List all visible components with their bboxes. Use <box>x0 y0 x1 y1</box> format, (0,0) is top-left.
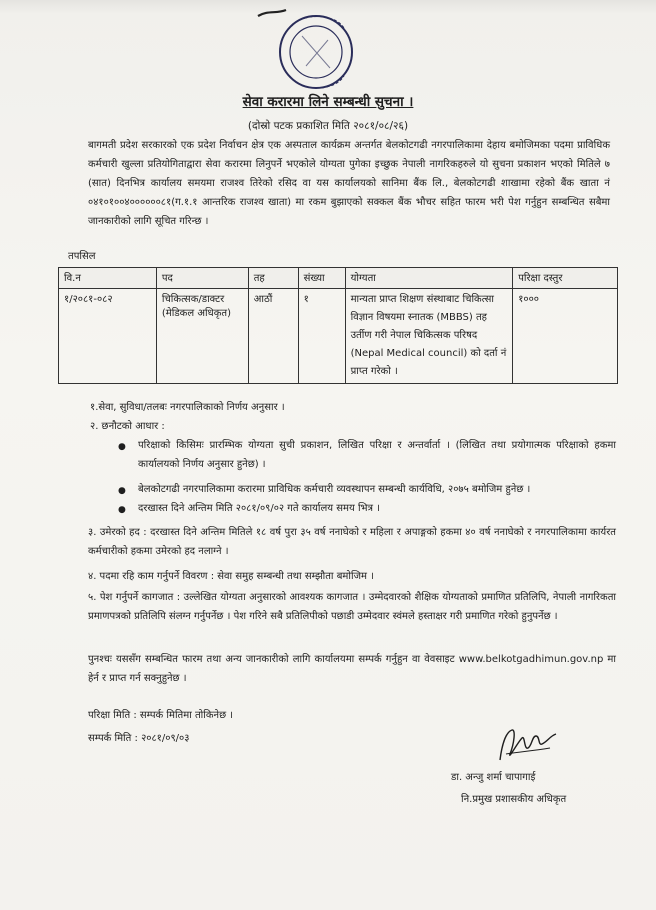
bullet-exam-type: परिक्षाको किसिमः प्रारम्भिक योग्यता सुची प्रकाशन, लिखित परिक्षा र अन्तर्वार्ता । (लिखित तथा प्रयोगात्मक परिक्षाको हकमा कार्यालयको निर्णय अनुसार हुनेछ) । <box>138 440 616 470</box>
cell-sn: १/२०८१-०८२ <box>59 289 157 384</box>
cell-count: १ <box>298 289 345 384</box>
notice-title: सेवा करारमा लिने सम्बन्धी सुचना । <box>242 94 414 110</box>
col-header-post: पद <box>156 268 248 289</box>
item-salary: १.सेवा, सुविधा/तलबः नगरपालिकाको निर्णय अनुसार । <box>90 402 285 413</box>
cell-fee: १००० <box>513 289 618 384</box>
signatory-name: डा. अन्जु शर्मा चापागाई <box>451 772 536 783</box>
intro-paragraph: बागमती प्रदेश सरकारको एक प्रदेश निर्वाचन क्षेत्र एक अस्पताल कार्यक्रम अन्तर्गत बेलकोटगढी नगरपालिकामा देहाय बमोजिमका पदमा प्राविधिक कर्मचारी खुल्ला प्रतियोगिताद्वारा सेवा करारमा लिनुपर्ने भएकोले योग्यता पुगेका इच्छुक नेपाली नागरिकहरुले यो सुचना प्रकाशन भएको मितिले ७ (सात) दिनभित्र कार्यालय समयमा राजश्व तिरेको रसिद वा यस कार्यालयको सानिमा बैंक लि., बेलकोटगढी शाखामा रहेको बैंक खाता नं ०४१०१००४००००००८१(ग.१.१ आन्तरिक राजश्व खाता) मा रकम बुझाएको सक्कल बैंक भौचर सहित फारम भरी पेश गर्नुहुन सम्बन्धित सबैमा जानकारीको लागि सूचित गरिन्छ । <box>88 140 610 227</box>
col-header-count: संख्या <box>298 268 345 289</box>
postscript: पुनश्चः यससँग सम्बन्धित फारम तथा अन्य जानकारीको लागि कार्यालयमा सम्पर्क गर्नुहुन वा वेवसाइट www.belkotgadhimun.gov.np मा हेर्न र प्राप्त गर्न सक्नुहुनेछ । <box>88 654 616 684</box>
col-header-sn: वि.न <box>59 268 157 289</box>
cell-post: चिकित्सक/डाक्टर (मेडिकल अधिकृत) <box>156 289 248 384</box>
col-header-level: तह <box>248 268 298 289</box>
signature <box>492 724 562 770</box>
signatory-title: नि.प्रमुख प्रशासकीय अधिकृत <box>461 794 567 805</box>
bullet-icon: ● <box>118 486 126 496</box>
bullet-icon: ● <box>118 505 126 515</box>
table-header-row <box>59 268 618 289</box>
col-header-qualification: योग्यता <box>345 268 513 289</box>
item-age-limit: ३. उमेरको हद : दरखास्त दिने अन्तिम मितिले १८ वर्ष पुरा ३५ वर्ष ननाघेको र महिला र अपाङ्गको हकमा ४० वर्ष ननाघेको र नगरपालिकामा कार्यरत कर्मचारीको हकमा उमेरको हद नलाग्ने । <box>88 527 616 557</box>
details-label: तपसिल <box>68 251 96 262</box>
item-selection-basis: २. छनौटको आधार : <box>90 421 165 432</box>
bullet-icon: ● <box>118 442 126 452</box>
vacancy-table <box>58 267 618 384</box>
contact-date: सम्पर्क मिति : २०८१/०९/०३ <box>88 733 190 744</box>
item-job-description: ४. पदमा रहि काम गर्नुपर्ने विवरण : सेवा समुह सम्बन्धी तथा सम्झौता बमोजिम । <box>88 571 374 582</box>
table-row <box>59 289 618 384</box>
item-documents: ५. पेश गर्नुपर्ने कागजात : उल्लेखित योग्यता अनुसारको आवश्यक कागजात । उम्मेदवारको शैक्षिक योग्यताको प्रमाणित प्रतिलिपि, नेपाली नागरिकता प्रमाणपत्रको प्रतिलिपि संलग्न गर्नुपर्नेछ । पेश गरिने सबै प्रतिलिपीको पछाडी उम्मेदवार स्वंमले हस्ताक्षर गरी प्रमाणित गरेको हुनुपर्नेछ । <box>88 592 616 622</box>
office-seal-stamp <box>256 6 368 98</box>
exam-date: परिक्षा मिति : सम्पर्क मितिमा तोकिनेछ । <box>88 710 234 721</box>
cell-qualification: मान्यता प्राप्त शिक्षण संस्थाबाट चिकित्सा विज्ञान विषयमा स्नातक (MBBS) तह उर्तीण गरी नेपाल चिकित्सक परिषद (Nepal Medical council) को दर्ता नं प्राप्त गरेको । <box>345 289 513 384</box>
cell-level: आठौं <box>248 289 298 384</box>
publication-date: (दोस्रो पटक प्रकाशित मिति २०८१/०८/२६) <box>247 120 409 132</box>
bullet-deadline: दरखास्त दिने अन्तिम मिति २०८१/०९/०२ गते कार्यालय समय भित्र । <box>138 503 381 514</box>
col-header-fee: परिक्षा दस्तुर <box>513 268 618 289</box>
bullet-procedure: बेलकोटगढी नगरपालिकामा करारमा प्राविधिक कर्मचारी व्यवस्थापन सम्बन्धी कार्यविधि, २०७५ बमोजिम हुनेछ । <box>138 484 531 495</box>
